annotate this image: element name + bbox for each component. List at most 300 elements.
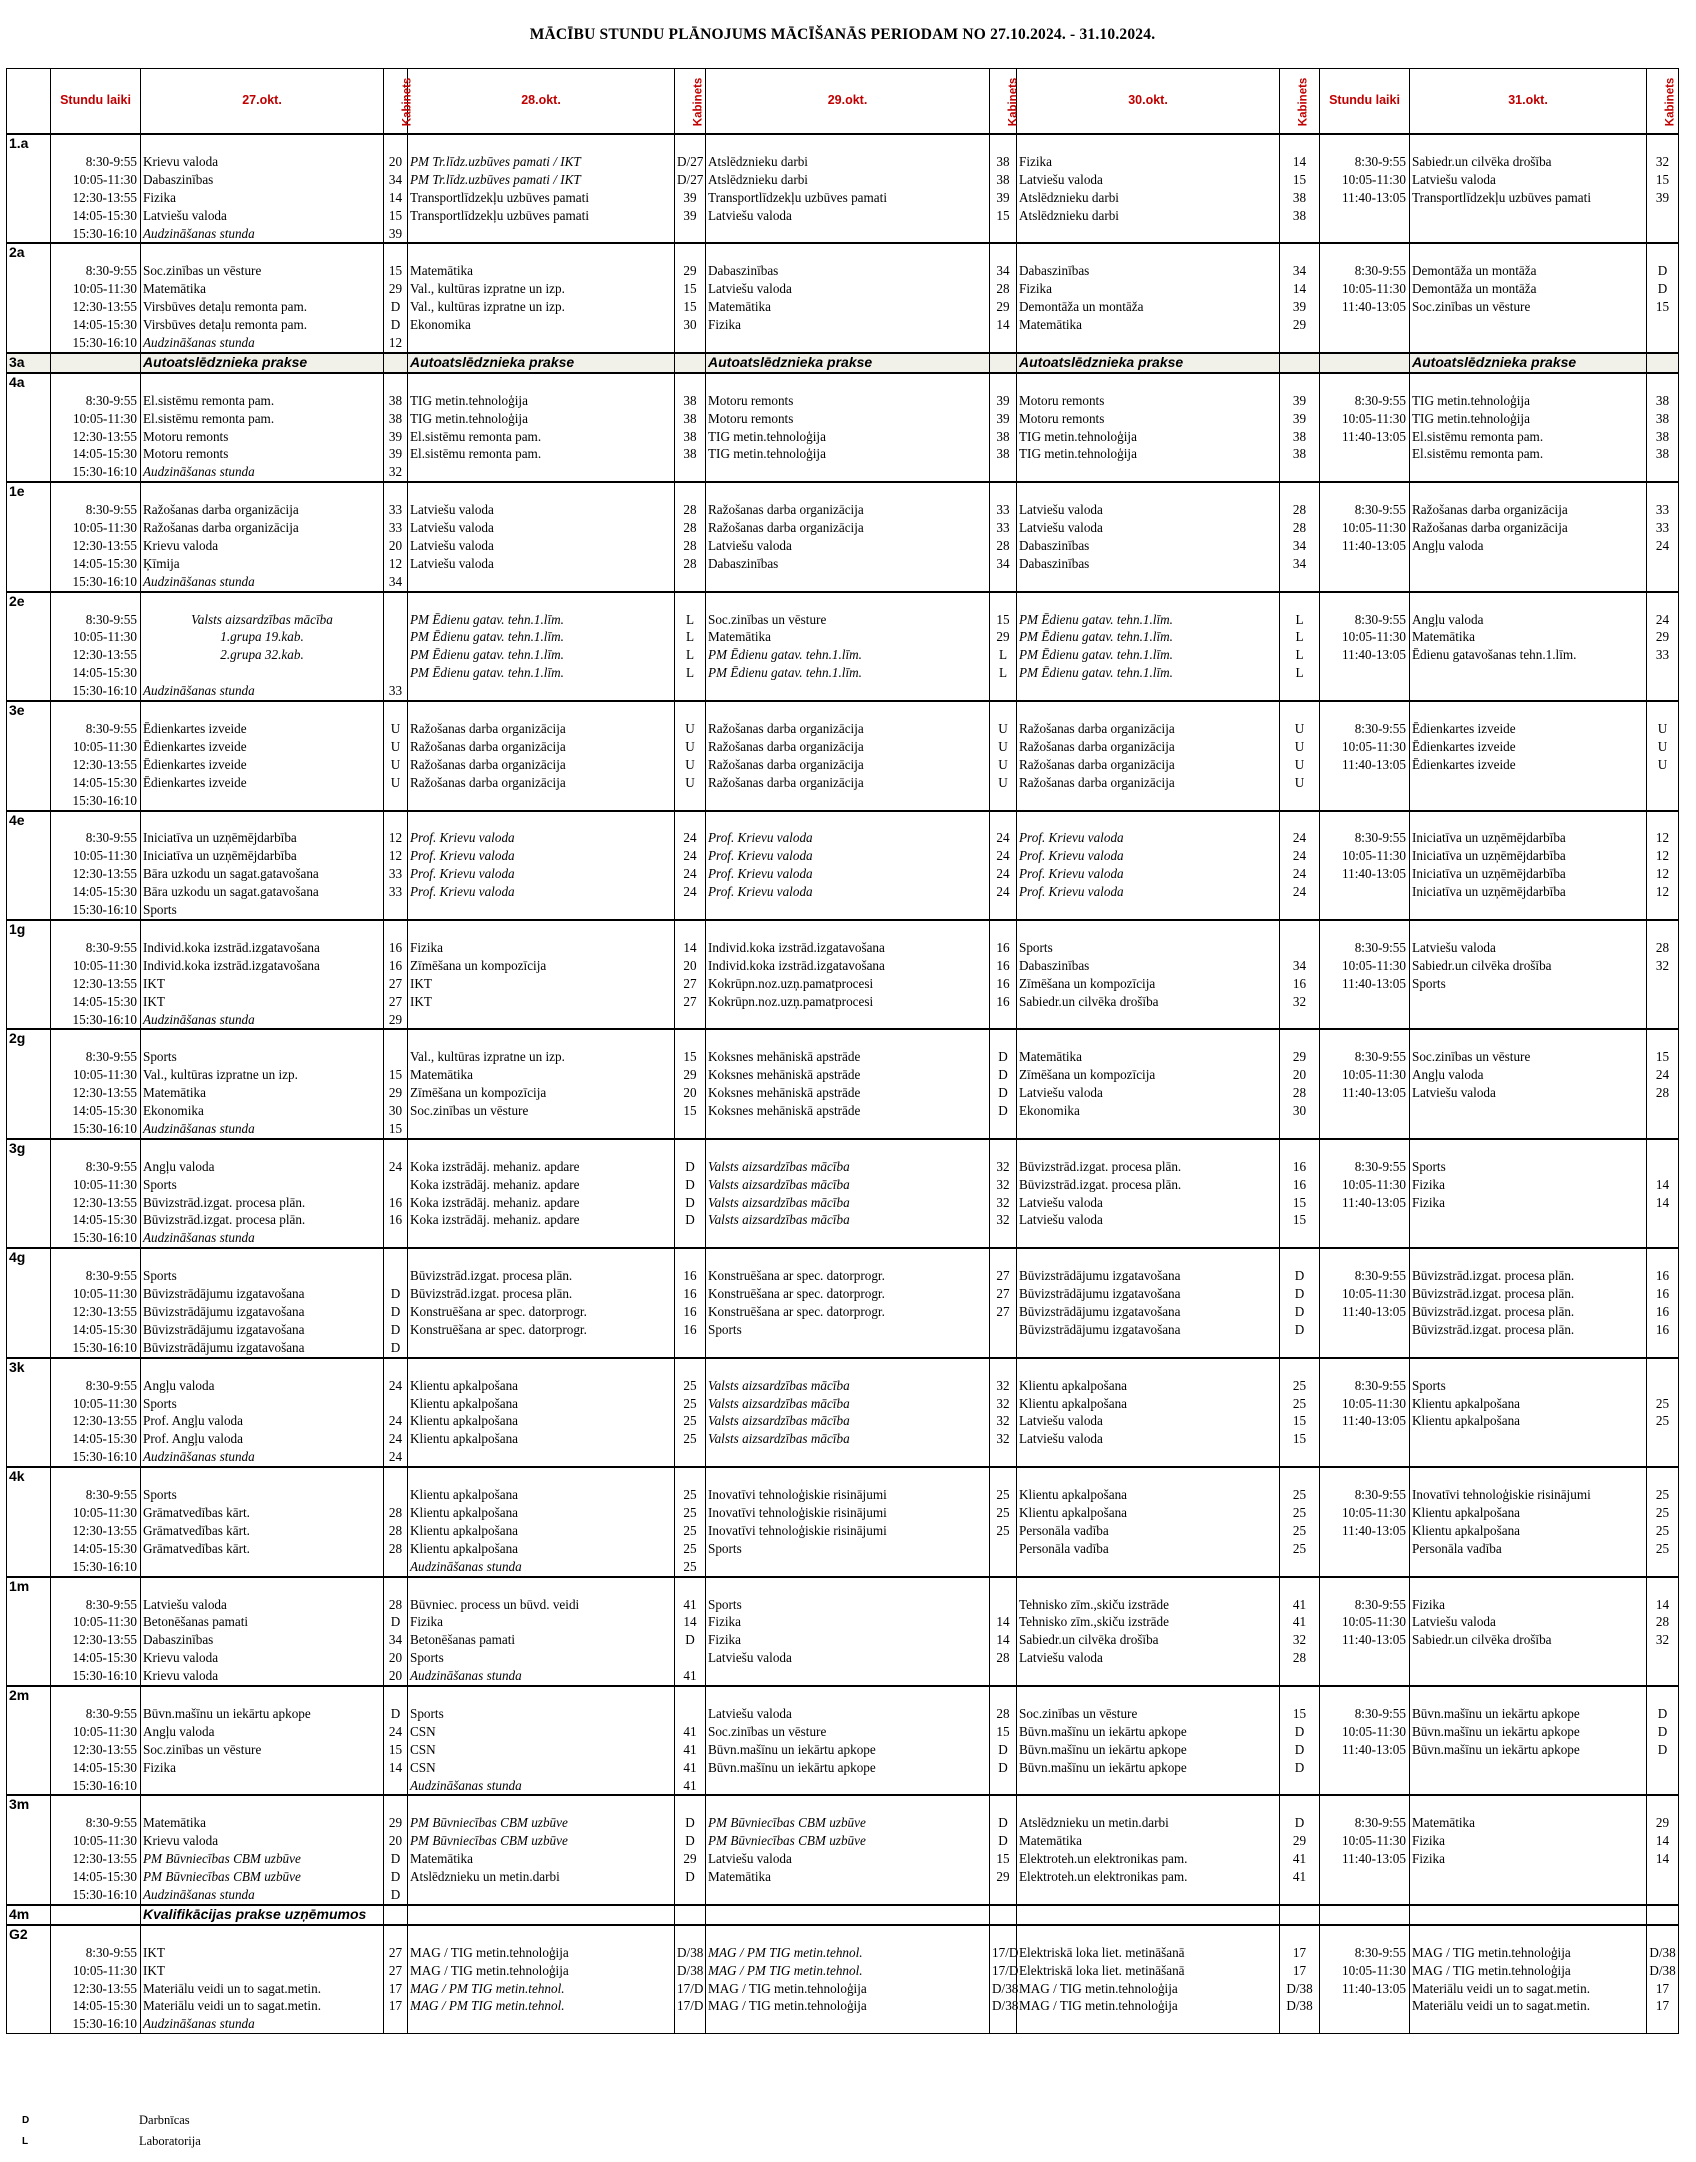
time-cell <box>51 353 141 373</box>
room-cell: 16 <box>990 975 1017 993</box>
class-row <box>7 592 1679 611</box>
room-cell: 14 <box>384 1759 408 1777</box>
time-cell: 15:30-16:10 <box>51 1229 141 1248</box>
empty-cell <box>141 920 384 939</box>
empty-cell <box>141 1358 384 1377</box>
room-cell: 20 <box>675 957 706 975</box>
subject-cell: Sabiedr.un cilvēka drošība <box>1017 993 1280 1011</box>
room-cell <box>675 1229 706 1248</box>
lesson-row <box>7 957 1679 975</box>
legend-value: Laboratorija <box>139 2134 201 2148</box>
room-cell: D <box>1280 1267 1320 1285</box>
empty-cell <box>1320 920 1410 939</box>
room-cell <box>384 664 408 682</box>
room-cell: 38 <box>1280 207 1320 225</box>
empty-cell <box>675 701 706 720</box>
subject-cell: Iniciatīva un uzņēmējdarbība <box>1410 865 1647 883</box>
subject-cell: Zīmēšana un kompozīcija <box>1017 1066 1280 1084</box>
room-cell <box>1280 334 1320 353</box>
room-cell: 28 <box>1647 1613 1679 1631</box>
room-cell <box>384 646 408 664</box>
room-cell <box>1647 1120 1679 1139</box>
lesson-row <box>7 975 1679 993</box>
room-cell: 25 <box>1647 1504 1679 1522</box>
time-cell <box>1320 316 1410 334</box>
subject-cell <box>706 334 990 353</box>
room-cell <box>384 1905 408 1925</box>
empty-cell <box>1647 1248 1679 1267</box>
room-cell: 16 <box>384 957 408 975</box>
room-cell: L <box>990 646 1017 664</box>
room-cell: 28 <box>990 1649 1017 1667</box>
empty-cell <box>141 701 384 720</box>
class-label: 1.a <box>7 134 51 153</box>
room-cell: D/38 <box>990 1980 1017 1998</box>
empty-cell <box>408 811 675 830</box>
room-cell <box>990 1120 1017 1139</box>
room-cell: 33 <box>1647 501 1679 519</box>
class-row <box>7 1905 1679 1925</box>
room-cell <box>990 1558 1017 1577</box>
room-cell: U <box>1647 720 1679 738</box>
subject-cell: Ēdienkartes izveide <box>141 720 384 738</box>
empty-cell <box>1017 701 1280 720</box>
subject-cell: Atslēdznieku darbi <box>706 171 990 189</box>
empty-cell <box>51 1686 141 1705</box>
room-cell: 14 <box>1647 1832 1679 1850</box>
subject-cell: Sports <box>141 1267 384 1285</box>
subject-cell: Audzināšanas stunda <box>408 1558 675 1577</box>
time-cell <box>1320 207 1410 225</box>
empty-cell <box>141 482 384 501</box>
empty-cell <box>384 1029 408 1048</box>
subject-cell <box>141 664 384 682</box>
time-cell: 8:30-9:55 <box>1320 1814 1410 1832</box>
empty-cell <box>1320 1029 1410 1048</box>
group-cell <box>7 153 51 171</box>
group-cell <box>7 501 51 519</box>
subject-cell: IKT <box>408 993 675 1011</box>
empty-cell <box>51 592 141 611</box>
subject-cell: Būvizstrādājumu izgatavošana <box>1017 1321 1280 1339</box>
lesson-row <box>7 2015 1679 2033</box>
room-cell: 32 <box>990 1430 1017 1448</box>
empty-cell <box>1410 1686 1647 1705</box>
subject-cell: Ražošanas darba organizācija <box>141 501 384 519</box>
room-cell: D <box>384 1868 408 1886</box>
lesson-row <box>7 1613 1679 1631</box>
room-cell <box>384 1176 408 1194</box>
empty-cell <box>675 134 706 153</box>
room-cell: D <box>384 1303 408 1321</box>
subject-cell: Ēdienkartes izveide <box>141 738 384 756</box>
room-cell: 24 <box>990 847 1017 865</box>
time-cell: 8:30-9:55 <box>51 1814 141 1832</box>
group-cell <box>7 171 51 189</box>
time-cell: 11:40-13:05 <box>1320 1980 1410 1998</box>
subject-cell: Latviešu valoda <box>1017 1194 1280 1212</box>
empty-cell <box>1647 482 1679 501</box>
room-cell: 15 <box>990 1850 1017 1868</box>
room-cell <box>1647 792 1679 811</box>
subject-cell: Sports <box>706 1321 990 1339</box>
empty-cell <box>1647 134 1679 153</box>
lesson-row <box>7 1723 1679 1741</box>
subject-cell: Transportlīdzekļu uzbūves pamati <box>1410 189 1647 207</box>
subject-cell: Ēdienkartes izveide <box>1410 738 1647 756</box>
empty-cell <box>675 1467 706 1486</box>
empty-cell <box>51 1925 141 1944</box>
empty-cell <box>51 701 141 720</box>
subject-cell: Motoru remonts <box>706 392 990 410</box>
lesson-row <box>7 993 1679 1011</box>
empty-cell <box>1410 1029 1647 1048</box>
room-cell: 38 <box>675 445 706 463</box>
class-row <box>7 1577 1679 1596</box>
class-label: G2 <box>7 1925 51 1944</box>
subject-cell: Dabaszinības <box>141 1631 384 1649</box>
subject-cell: Fizika <box>1017 153 1280 171</box>
room-cell: 30 <box>384 1102 408 1120</box>
empty-cell <box>1320 373 1410 392</box>
subject-cell: Virsbūves detaļu remonta pam. <box>141 316 384 334</box>
subject-cell: Matemātika <box>408 262 675 280</box>
room-cell: 32 <box>1647 957 1679 975</box>
subject-cell: Bāra uzkodu un sagat.gatavošana <box>141 883 384 901</box>
time-cell: 14:05-15:30 <box>51 883 141 901</box>
subject-cell: Tehnisko zīm.,skiču izstrāde <box>1017 1596 1280 1614</box>
subject-cell: Fizika <box>1410 1850 1647 1868</box>
room-cell <box>384 611 408 629</box>
empty-cell <box>1017 592 1280 611</box>
time-header: Stundu laiki <box>51 69 141 135</box>
room-cell: D <box>990 1832 1017 1850</box>
subject-cell: Fizika <box>141 189 384 207</box>
time-cell <box>1320 2015 1410 2033</box>
room-cell <box>1647 334 1679 353</box>
subject-cell <box>706 2015 990 2033</box>
group-cell <box>7 1158 51 1176</box>
room-cell: 15 <box>675 280 706 298</box>
room-cell: 24 <box>1647 1066 1679 1084</box>
subject-cell: PM Ēdienu gatav. tehn.1.līm. <box>1017 664 1280 682</box>
time-cell: 10:05-11:30 <box>1320 1962 1410 1980</box>
group-cell <box>7 792 51 811</box>
time-cell: 10:05-11:30 <box>1320 847 1410 865</box>
room-cell: D <box>384 1613 408 1631</box>
room-cell: L <box>675 664 706 682</box>
legend-value: Darbnīcas <box>139 2113 190 2127</box>
room-header-label: Kabinets <box>401 77 414 126</box>
room-cell: 12 <box>1647 865 1679 883</box>
room-cell: 41 <box>1280 1613 1320 1631</box>
subject-cell <box>408 2015 675 2033</box>
time-cell: 10:05-11:30 <box>51 1395 141 1413</box>
subject-cell: Elektriskā loka liet. metināšanā <box>1017 1944 1280 1962</box>
group-cell <box>7 993 51 1011</box>
time-cell: 15:30-16:10 <box>51 901 141 920</box>
empty-cell <box>51 1139 141 1158</box>
room-cell: 34 <box>1280 555 1320 573</box>
room-cell: 16 <box>1647 1267 1679 1285</box>
room-cell <box>384 2015 408 2033</box>
group-cell <box>7 445 51 463</box>
subject-cell <box>706 792 990 811</box>
group-cell <box>7 1631 51 1649</box>
empty-cell <box>408 1925 675 1944</box>
subject-cell: Latviešu valoda <box>1410 939 1647 957</box>
empty-cell <box>1410 811 1647 830</box>
subject-cell <box>141 1558 384 1577</box>
time-cell: 8:30-9:55 <box>51 1486 141 1504</box>
time-cell <box>1320 1229 1410 1248</box>
subject-cell <box>1410 463 1647 482</box>
lesson-row <box>7 1285 1679 1303</box>
lesson-row <box>7 865 1679 883</box>
room-cell <box>1280 1667 1320 1686</box>
room-header <box>675 69 706 135</box>
room-cell <box>990 1448 1017 1467</box>
subject-cell: Matemātika <box>141 1084 384 1102</box>
subject-cell: MAG / PM TIG metin.tehnol. <box>408 1980 675 1998</box>
empty-cell <box>1647 1029 1679 1048</box>
subject-cell: CSN <box>408 1759 675 1777</box>
time-cell: 15:30-16:10 <box>51 1667 141 1686</box>
subject-cell <box>408 1229 675 1248</box>
room-cell: 16 <box>384 939 408 957</box>
room-cell <box>990 682 1017 701</box>
lesson-row <box>7 1759 1679 1777</box>
empty-cell <box>1017 482 1280 501</box>
empty-cell <box>1410 1467 1647 1486</box>
subject-cell: Motoru remonts <box>141 445 384 463</box>
room-cell: 16 <box>384 1211 408 1229</box>
subject-cell: Latviešu valoda <box>408 555 675 573</box>
room-cell: 15 <box>675 1048 706 1066</box>
time-cell: 11:40-13:05 <box>1320 428 1410 446</box>
lesson-row <box>7 1980 1679 1998</box>
room-cell: U <box>990 756 1017 774</box>
subject-cell: Motoru remonts <box>706 410 990 428</box>
subject-cell: IKT <box>141 975 384 993</box>
subject-cell: Soc.zinības un vēsture <box>1017 1705 1280 1723</box>
group-cell <box>7 1102 51 1120</box>
empty-cell <box>706 1925 990 1944</box>
empty-cell <box>1017 1248 1280 1267</box>
empty-cell <box>408 1358 675 1377</box>
class-label: 3m <box>7 1795 51 1814</box>
room-cell <box>1280 1339 1320 1358</box>
room-cell: D <box>675 1211 706 1229</box>
room-header <box>1647 69 1679 135</box>
time-cell: 12:30-13:55 <box>51 1412 141 1430</box>
room-cell: 41 <box>1280 1596 1320 1614</box>
room-cell: 30 <box>1280 1102 1320 1120</box>
room-cell: 28 <box>675 537 706 555</box>
room-cell <box>1647 1339 1679 1358</box>
lesson-row <box>7 847 1679 865</box>
class-row <box>7 1139 1679 1158</box>
room-cell: 17/D <box>675 1980 706 1998</box>
lesson-row <box>7 1321 1679 1339</box>
room-cell: 32 <box>990 1194 1017 1212</box>
group-cell <box>7 573 51 592</box>
subject-cell: Latviešu valoda <box>706 1850 990 1868</box>
lesson-row <box>7 1868 1679 1886</box>
time-cell: 15:30-16:10 <box>51 792 141 811</box>
room-cell: 38 <box>675 428 706 446</box>
lesson-row <box>7 756 1679 774</box>
subject-cell: Iniciatīva un uzņēmējdarbība <box>1410 829 1647 847</box>
room-cell: D <box>384 1339 408 1358</box>
subject-cell: TIG metin.tehnoloģija <box>706 428 990 446</box>
room-cell: D <box>990 1048 1017 1066</box>
lesson-row <box>7 189 1679 207</box>
room-cell <box>1280 1229 1320 1248</box>
subject-cell: Būvn.mašīnu un iekārtu apkope <box>1410 1723 1647 1741</box>
group-cell <box>7 225 51 244</box>
header-row <box>7 69 1679 135</box>
empty-cell <box>990 134 1017 153</box>
time-cell: 12:30-13:55 <box>51 1741 141 1759</box>
time-cell: 8:30-9:55 <box>51 611 141 629</box>
group-cell <box>7 1267 51 1285</box>
empty-cell <box>1280 373 1320 392</box>
room-cell: 25 <box>1280 1540 1320 1558</box>
day-header-27: 27.okt. <box>141 69 384 135</box>
subject-cell: IKT <box>141 1962 384 1980</box>
empty-cell <box>1320 1248 1410 1267</box>
empty-cell <box>384 1795 408 1814</box>
empty-cell <box>384 1358 408 1377</box>
subject-cell: PM Ēdienu gatav. tehn.1.līm. <box>408 611 675 629</box>
room-cell <box>990 1229 1017 1248</box>
group-cell <box>7 1741 51 1759</box>
class-label: 3e <box>7 701 51 720</box>
room-cell: 38 <box>990 445 1017 463</box>
room-cell <box>1280 939 1320 957</box>
room-cell <box>1647 2015 1679 2033</box>
room-cell <box>1647 975 1679 993</box>
empty-cell <box>706 592 990 611</box>
time-cell: 10:05-11:30 <box>1320 1395 1410 1413</box>
lesson-row <box>7 611 1679 629</box>
class-label: 2g <box>7 1029 51 1048</box>
time-cell: 8:30-9:55 <box>51 262 141 280</box>
subject-cell: Latviešu valoda <box>1017 519 1280 537</box>
subject-cell: Matemātika <box>706 1868 990 1886</box>
empty-cell <box>1410 134 1647 153</box>
room-cell: 16 <box>1647 1303 1679 1321</box>
subject-cell: Motoru remonts <box>1017 392 1280 410</box>
subject-cell: Klientu apkalpošana <box>408 1412 675 1430</box>
empty-cell <box>675 1686 706 1705</box>
empty-cell <box>990 592 1017 611</box>
subject-cell <box>141 1777 384 1796</box>
subject-cell <box>1410 573 1647 592</box>
time-cell: 15:30-16:10 <box>51 463 141 482</box>
room-cell <box>675 1120 706 1139</box>
room-cell: 24 <box>384 1412 408 1430</box>
subject-cell: Audzināšanas stunda <box>408 1667 675 1686</box>
subject-cell: Būvizstrād.izgat. procesa plān. <box>1410 1321 1647 1339</box>
subject-cell: Audzināšanas stunda <box>141 225 384 244</box>
subject-cell: Audzināšanas stunda <box>141 334 384 353</box>
lesson-row <box>7 262 1679 280</box>
room-cell: 32 <box>990 1158 1017 1176</box>
room-cell: 17/D <box>990 1944 1017 1962</box>
lesson-row <box>7 1377 1679 1395</box>
room-cell: D/27 <box>675 153 706 171</box>
room-cell <box>990 1540 1017 1558</box>
subject-cell <box>706 1777 990 1796</box>
time-cell: 10:05-11:30 <box>1320 1832 1410 1850</box>
time-cell: 14:05-15:30 <box>51 664 141 682</box>
room-cell: 33 <box>384 682 408 701</box>
room-cell <box>1647 682 1679 701</box>
subject-cell: Tehnisko zīm.,skiču izstrāde <box>1017 1613 1280 1631</box>
lesson-row <box>7 682 1679 701</box>
time-cell: 10:05-11:30 <box>1320 957 1410 975</box>
time-cell: 11:40-13:05 <box>1320 975 1410 993</box>
group-cell <box>7 1011 51 1030</box>
time-cell <box>1320 1649 1410 1667</box>
room-cell: D <box>990 1741 1017 1759</box>
lesson-row <box>7 316 1679 334</box>
lesson-row <box>7 720 1679 738</box>
subject-cell: Latviešu valoda <box>408 501 675 519</box>
legend-key: L <box>22 2136 29 2147</box>
subject-cell: Konstruēšana ar spec. datorprogr. <box>706 1285 990 1303</box>
room-cell: 14 <box>1647 1596 1679 1614</box>
subject-cell: Būvn.mašīnu un iekārtu apkope <box>706 1741 990 1759</box>
room-cell <box>675 1448 706 1467</box>
subject-cell: Valsts aizsardzības mācība <box>706 1176 990 1194</box>
room-cell: 29 <box>990 628 1017 646</box>
subject-cell: Sabiedr.un cilvēka drošība <box>1410 153 1647 171</box>
room-cell <box>675 463 706 482</box>
subject-cell: Soc.zinības un vēsture <box>706 611 990 629</box>
empty-cell <box>141 1248 384 1267</box>
subject-cell: Sports <box>408 1649 675 1667</box>
subject-cell: Būvizstrādājumu izgatavošana <box>1017 1303 1280 1321</box>
subject-cell: MAG / PM TIG metin.tehnol. <box>706 1944 990 1962</box>
empty-cell <box>1410 1139 1647 1158</box>
empty-cell <box>706 1795 990 1814</box>
room-cell: D <box>1280 1741 1320 1759</box>
empty-cell <box>384 701 408 720</box>
empty-cell <box>706 373 990 392</box>
subject-cell: Audzināšanas stunda <box>141 1448 384 1467</box>
empty-cell <box>51 1029 141 1048</box>
room-cell: 16 <box>1280 1158 1320 1176</box>
group-cell <box>7 1832 51 1850</box>
subject-cell <box>706 1886 990 1905</box>
room-cell: 20 <box>384 153 408 171</box>
time-cell: 11:40-13:05 <box>1320 646 1410 664</box>
time-cell <box>1320 1120 1410 1139</box>
group-cell <box>7 1759 51 1777</box>
empty-cell <box>706 1139 990 1158</box>
subject-cell <box>1410 1649 1647 1667</box>
subject-cell: MAG / TIG metin.tehnoloģija <box>1017 1980 1280 1998</box>
subject-cell: Valsts aizsardzības mācība <box>141 611 384 629</box>
subject-cell: El.sistēmu remonta pam. <box>141 410 384 428</box>
empty-cell <box>706 701 990 720</box>
group-cell <box>7 738 51 756</box>
empty-cell <box>1320 243 1410 262</box>
time-cell: 12:30-13:55 <box>51 428 141 446</box>
